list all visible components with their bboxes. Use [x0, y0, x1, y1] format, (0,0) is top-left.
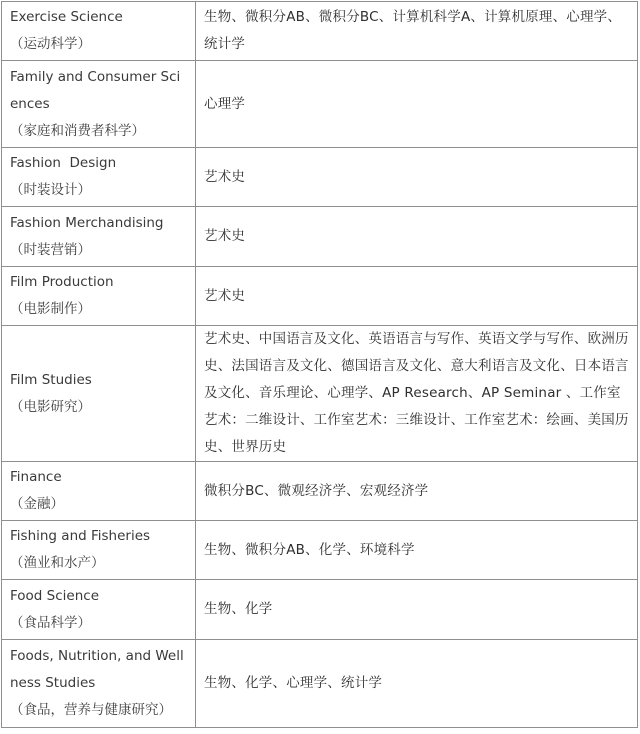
major-chinese-name: （时装设计） [10, 182, 91, 198]
major-cell [2, 462, 196, 521]
recommended-courses: 心理学 [196, 61, 638, 148]
table-row [2, 580, 638, 640]
table-row [2, 640, 638, 728]
table-row [2, 148, 638, 207]
major-chinese-name: （金融） [10, 496, 64, 512]
major-chinese-name: （运动科学） [10, 36, 91, 52]
major-chinese-name: （食品，营养与健康研究） [10, 702, 172, 718]
major-chinese-name: （时装营销） [10, 241, 91, 258]
major-cell [2, 148, 196, 207]
recommended-courses: 微积分BC、微观经济学、宏观经济学 [196, 462, 638, 521]
table-row [2, 326, 638, 462]
recommended-courses: 艺术史、中国语言及文化、英语语言与写作、英语文学与写作、欧洲历史、法国语言及文化、德国语言及文化、意大利语言及文化、日本语言及文化、音乐理论、心理学、AP Research、AP Seminar 、工作室艺术：二维设计、工作室艺术：三维设计、工作室艺术：绘画、美国历史、世界历史 [196, 326, 638, 462]
major-chinese-name: （食品科学） [10, 614, 91, 631]
major-chinese-name: （渔业和水产） [10, 555, 105, 571]
recommended-courses: 生物、微积分AB、微积分BC、计算机科学A、计算机原理、心理学、统计学 [196, 2, 638, 61]
major-chinese-name: （家庭和消费者科学） [10, 122, 145, 139]
major-english-name: Film Studies [10, 371, 92, 388]
table-row [2, 207, 638, 267]
major-english-name: Finance [10, 469, 62, 485]
major-english-name: Fishing and Fisheries [10, 528, 151, 544]
major-cell [2, 61, 196, 148]
recommended-courses: 艺术史 [196, 148, 638, 207]
table-row [2, 2, 638, 61]
major-english-name: Foods, Nutrition, and Wellness Studies [10, 648, 184, 691]
major-english-name: Fashion Merchandising [10, 214, 164, 231]
major-cell [2, 2, 196, 61]
recommended-courses: 生物、化学 [196, 580, 638, 640]
major-cell [2, 267, 196, 326]
major-cell [2, 521, 196, 580]
recommended-courses: 生物、化学、心理学、统计学 [196, 640, 638, 728]
table-row [2, 521, 638, 580]
major-english-name: Family and Consumer Sciences [10, 68, 181, 112]
major-chinese-name: （电影研究） [10, 398, 91, 415]
major-english-name: Food Science [10, 587, 99, 604]
major-course-table [1, 1, 638, 728]
major-english-name: Fashion Design [10, 155, 117, 171]
recommended-courses: 生物、微积分AB、化学、环境科学 [196, 521, 638, 580]
table-row [2, 462, 638, 521]
recommended-courses: 艺术史 [196, 267, 638, 326]
table-row [2, 61, 638, 148]
major-cell [2, 640, 196, 728]
major-cell [2, 207, 196, 267]
table-row [2, 267, 638, 326]
major-cell [2, 326, 196, 462]
major-english-name: Exercise Science [10, 9, 123, 25]
major-cell [2, 580, 196, 640]
recommended-courses: 艺术史 [196, 207, 638, 267]
major-english-name: Film Production [10, 274, 114, 290]
major-chinese-name: （电影制作） [10, 301, 91, 317]
